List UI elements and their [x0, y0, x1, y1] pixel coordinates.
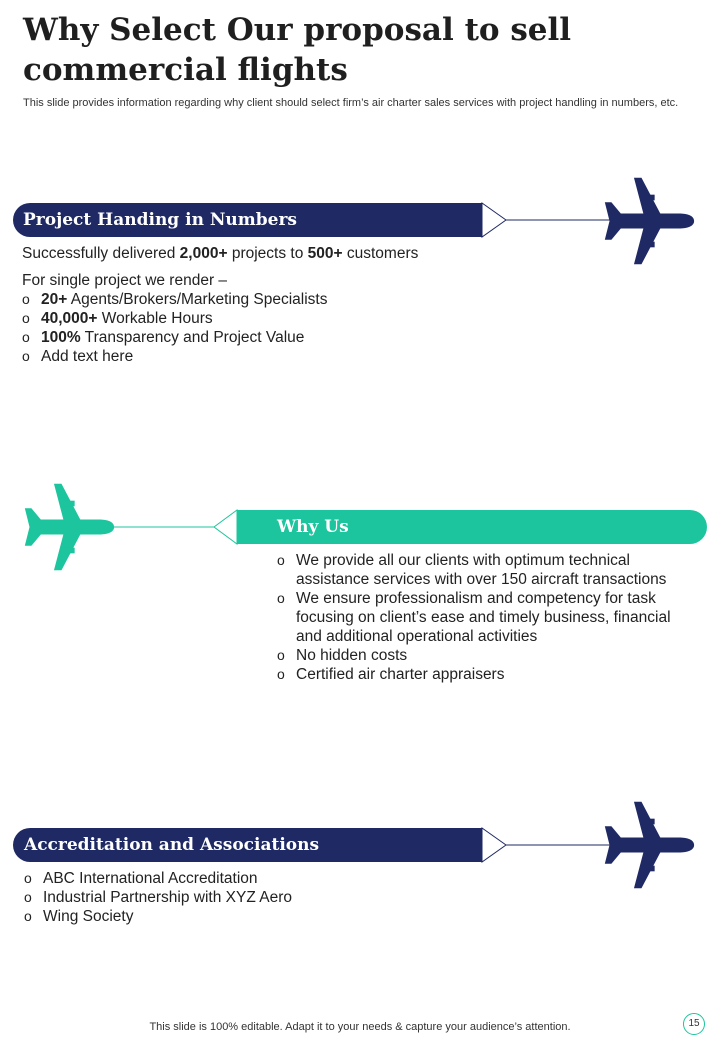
- list-item: o 100% Transparency and Project Value: [22, 328, 462, 347]
- intro-line: For single project we render –: [22, 272, 228, 289]
- airplane-icon: [602, 798, 696, 892]
- list-item: o We provide all our clients with optimum technical assistance services with over 150 aircraft transactions: [277, 551, 697, 589]
- project-handling-banner: [13, 203, 483, 237]
- list-item: o ABC International Accreditation: [24, 869, 444, 888]
- accreditation-heading: Accreditation and Associations: [24, 835, 320, 855]
- accreditation-banner: [13, 828, 483, 862]
- project-handling-heading: Project Handing in Numbers: [23, 210, 297, 230]
- banner-connector: [110, 510, 238, 544]
- slide-title: Why Select Our proposal to sell commercial flights: [23, 12, 572, 88]
- page-number-badge: 15: [683, 1013, 705, 1035]
- why-us-bullets: [277, 551, 697, 684]
- list-item: o 20+ Agents/Brokers/Marketing Specialists: [22, 290, 462, 309]
- project-bullets: [22, 290, 462, 366]
- airplane-icon: [22, 480, 116, 574]
- why-us-heading: Why Us: [277, 517, 349, 537]
- list-item: o 40,000+ Workable Hours: [22, 309, 462, 328]
- list-item: o Add text here: [22, 347, 462, 366]
- accreditation-bullets: [24, 869, 444, 926]
- list-item: o No hidden costs: [277, 646, 697, 665]
- project-stats-text: [22, 244, 462, 366]
- why-us-banner: [237, 510, 707, 544]
- list-item: o Certified air charter appraisers: [277, 665, 697, 684]
- airplane-icon: [602, 174, 696, 268]
- banner-connector: [482, 203, 612, 237]
- footer-note: This slide is 100% editable. Adapt it to your needs & capture your audience’s attention.: [149, 1021, 571, 1033]
- list-item: o We ensure professionalism and competency for task focusing on client’s ease and timely business, financial and additional operational activities: [277, 589, 697, 646]
- list-item: o Wing Society: [24, 907, 444, 926]
- slide-subtitle: This slide provides information regarding why client should select firm’s air charter sales services with project handling in numbers, etc.: [23, 97, 679, 109]
- banner-connector: [482, 828, 612, 862]
- delivered-line: Successfully delivered 2,000+ projects to 500+ customers: [22, 245, 419, 262]
- list-item: o Industrial Partnership with XYZ Aero: [24, 888, 444, 907]
